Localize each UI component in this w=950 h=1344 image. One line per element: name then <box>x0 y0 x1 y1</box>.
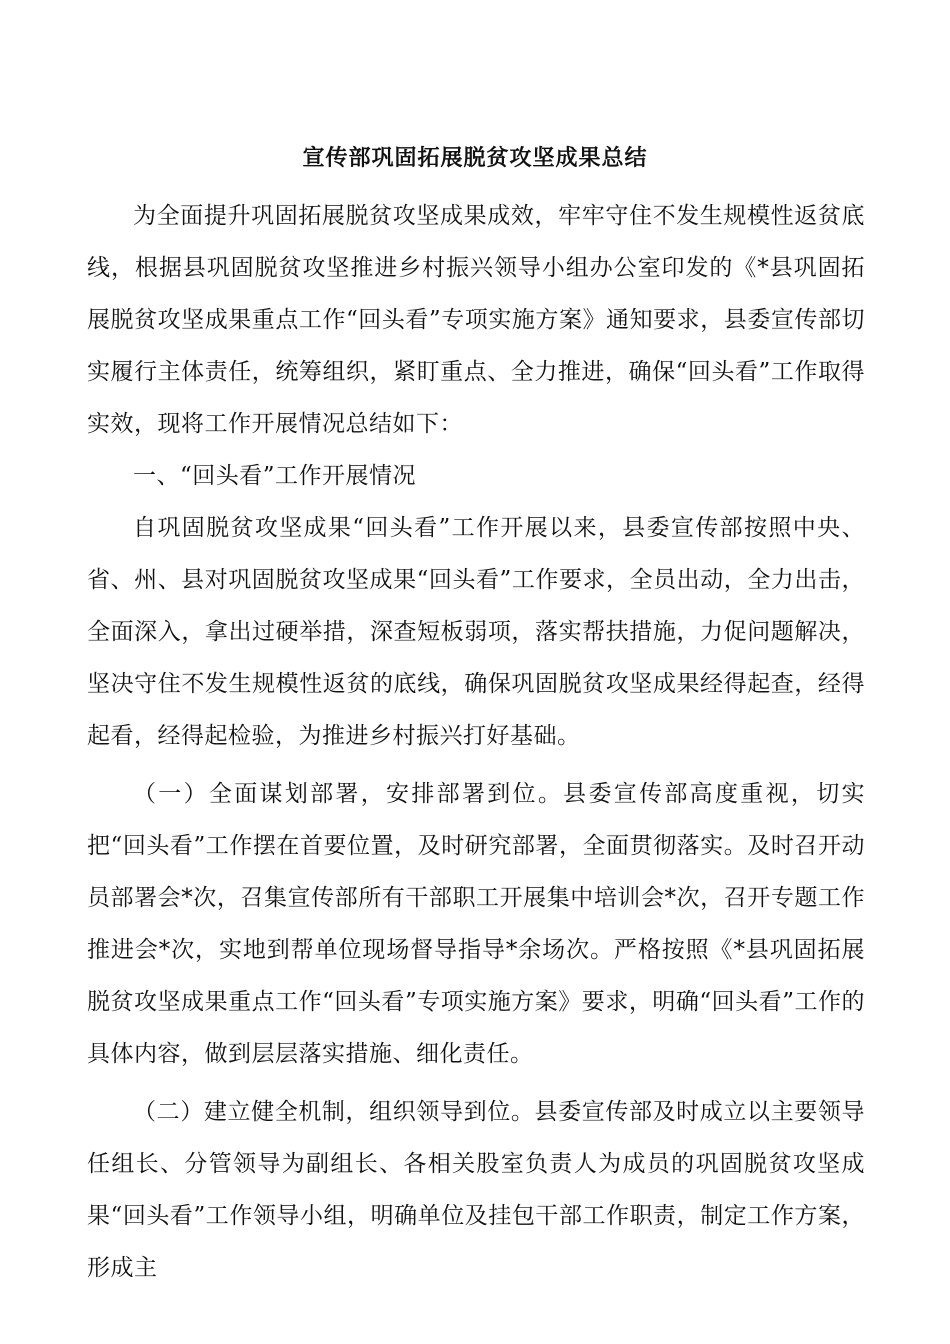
subsection-2-paragraph: （二）建立健全机制，组织领导到位。县委宣传部及时成立以主要领导任组长、分管领导为副组长、各相关股室负责人为成员的巩固脱贫攻坚成果“回头看”工作领导小组，明确单位及挂包干部工作职责，制定工作方案，形成主 <box>87 1099 865 1281</box>
document-title: 宣传部巩固拓展脱贫攻坚成果总结 <box>302 145 648 171</box>
section-paragraph: 自巩固脱贫攻坚成果“回头看”工作开展以来，县委宣传部按照中央、省、州、县对巩固脱贫攻坚成果“回头看”工作要求，全员出动，全力出击，全面深入，拿出过硬举措，深查短板弱项，落实帮扶措施，力促问题解决，坚决守住不发生规模性返贫的底线，确保巩固脱贫攻坚成果经得起查，经得起看，经得起检验，为推进乡村振兴打好基础。 <box>87 515 865 749</box>
intro-paragraph: 为全面提升巩固拓展脱贫攻坚成果成效，牢牢守住不发生规模性返贫底线，根据县巩固脱贫攻坚推进乡村振兴领导小组办公室印发的《*县巩固拓展脱贫攻坚成果重点工作“回头看”专项实施方案》通知要求，县委宣传部切实履行主体责任，统筹组织，紧盯重点、全力推进，确保“回头看”工作取得实效，现将工作开展情况总结如下： <box>87 203 865 437</box>
subsection-1-paragraph: （一）全面谋划部署，安排部署到位。县委宣传部高度重视，切实把“回头看”工作摆在首要位置，及时研究部署，全面贯彻落实。及时召开动员部署会*次，召集宣传部所有干部职工开展集中培训会*次，召开专题工作推进会*次，实地到帮单位现场督导指导*余场次。严格按照《*县巩固拓展脱贫攻坚成果重点工作“回头看”专项实施方案》要求，明确“回头看”工作的具体内容，做到层层落实措施、细化责任。 <box>87 781 865 1067</box>
document-body <box>87 190 865 1294</box>
section-heading: 一、“回头看”工作开展情况 <box>133 463 417 489</box>
